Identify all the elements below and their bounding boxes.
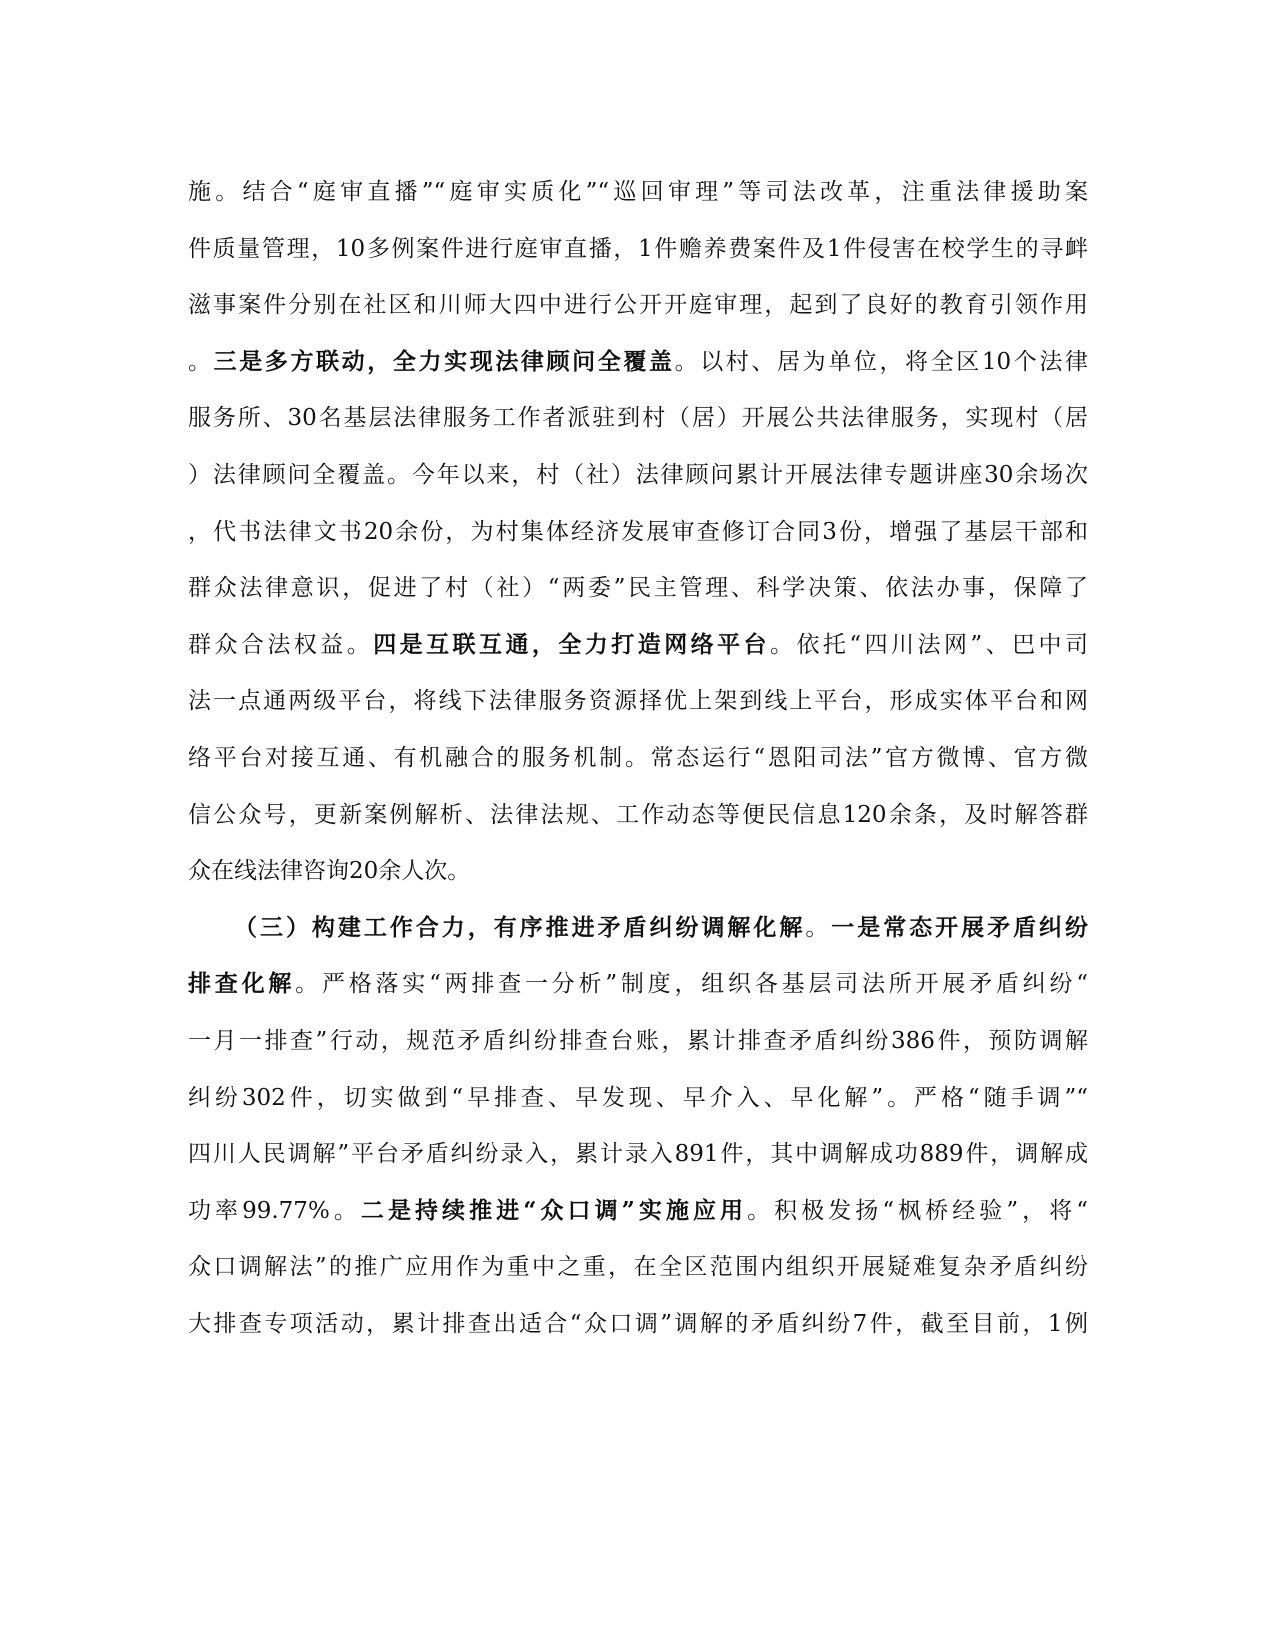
text-run: 。 <box>805 914 832 941</box>
text-run: 群众法律意识，促进了村（社）“两委”民主管理、科学决策、依法办事，保障了 <box>188 575 1088 602</box>
text-line <box>188 673 1088 730</box>
text-run: 功率99.77%。 <box>188 1197 361 1224</box>
text-line <box>188 447 1088 504</box>
text-line <box>188 1013 1088 1070</box>
bold-heading-run: 排查化解 <box>188 970 296 998</box>
text-line <box>188 1126 1088 1183</box>
text-line <box>188 617 1088 674</box>
text-line <box>188 277 1088 334</box>
text-run: 。 <box>188 348 214 375</box>
text-line <box>188 1296 1088 1353</box>
body-text <box>188 164 1088 1352</box>
text-run: 。以村、居为单位，将全区10个法律 <box>674 348 1088 375</box>
text-line <box>188 956 1088 1013</box>
text-line <box>188 1183 1088 1240</box>
text-line <box>188 843 1088 900</box>
text-line <box>188 1070 1088 1127</box>
bold-heading-run: 四是互联互通，全力打造网络平台 <box>373 630 771 658</box>
text-run: 一月一排查”行动，规范矛盾纠纷排查台账，累计排查矛盾纠纷386件，预防调解 <box>188 1027 1088 1054</box>
text-run: ）法律顾问全覆盖。今年以来，村（社）法律顾问累计开展法律专题讲座30余场次 <box>188 461 1088 488</box>
text-run: 施。结合“庭审直播”“庭审实质化”“巡回审理”等司法改革，注重法律援助案 <box>188 179 1088 205</box>
text-run: 众口调解法”的推广应用作为重中之重，在全区范围内组织开展疑难复杂矛盾纠纷 <box>188 1254 1088 1281</box>
text-line <box>188 334 1088 391</box>
text-run: 滋事案件分别在社区和川师大四中进行公开开庭审理，起到了良好的教育引领作用 <box>188 292 1088 319</box>
text-run: 络平台对接互通、有机融合的服务机制。常态运行“恩阳司法”官方微博、官方微 <box>188 744 1088 771</box>
text-run: 服务所、30名基层法律服务工作者派驻到村（居）开展公共法律服务，实现村（居 <box>188 405 1088 432</box>
bold-heading-run: 一是常态开展矛盾纠纷 <box>831 913 1088 941</box>
text-line <box>188 504 1088 561</box>
text-run: 纠纷302件，切实做到“早排查、早发现、早介入、早化解”。严格“随手调”“ <box>188 1084 1088 1111</box>
text-run: 四川人民调解”平台矛盾纠纷录入，累计录入891件，其中调解成功889件，调解成 <box>188 1141 1088 1168</box>
text-line <box>188 900 1088 957</box>
text-run: 众在线法律咨询20余人次。 <box>188 858 471 885</box>
bold-heading-run: 二是持续推进“众口调”实施应用 <box>360 1196 748 1224</box>
text-run: 。依托“四川法网”、巴中司 <box>770 631 1088 658</box>
text-line <box>188 164 1088 221</box>
text-line <box>188 390 1088 447</box>
text-run: ，代书法律文书20余份，为村集体经济发展审查修订合同3份，增强了基层干部和 <box>188 518 1088 545</box>
section-heading: （三）构建工作合力，有序推进矛盾纠纷调解化解 <box>234 913 806 941</box>
text-run: 群众合法权益。 <box>188 631 374 658</box>
text-run: 法一点通两级平台，将线下法律服务资源择优上架到线上平台，形成实体平台和网 <box>188 688 1088 715</box>
text-run: 件质量管理，10多例案件进行庭审直播，1件赡养费案件及1件侵害在校学生的寻衅 <box>188 235 1088 262</box>
text-run: 。积极发扬“枫桥经验”，将“ <box>747 1197 1088 1224</box>
text-run: 大排查专项活动，累计排查出适合“众口调”调解的矛盾纠纷7件，截至目前，1例 <box>188 1310 1088 1337</box>
bold-heading-run: 三是多方联动，全力实现法律顾问全覆盖 <box>213 347 675 375</box>
text-line <box>188 787 1088 844</box>
text-line <box>188 730 1088 787</box>
text-line <box>188 560 1088 617</box>
text-run: 信公众号，更新案例解析、法律法规、工作动态等便民信息120余条，及时解答群 <box>188 801 1088 828</box>
text-run: 。严格落实“两排查一分析”制度，组织各基层司法所开展矛盾纠纷“ <box>295 971 1089 998</box>
text-line <box>188 1239 1088 1296</box>
text-line <box>188 221 1088 278</box>
